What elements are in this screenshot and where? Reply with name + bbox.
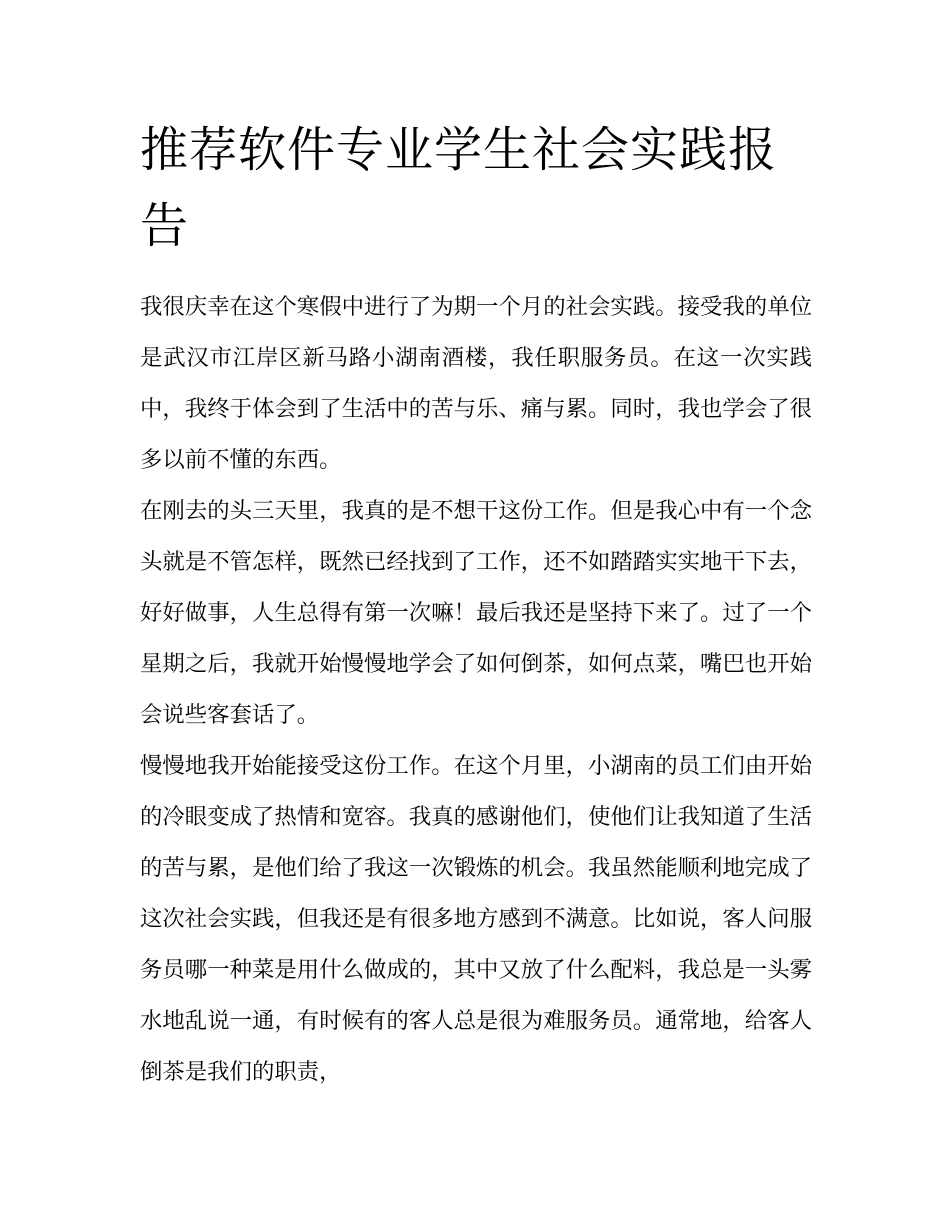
title-block: [140, 112, 812, 264]
paragraph-3: 慢慢地我开始能接受这份工作。在这个月里，小湖南的员工们由开始的冷眼变成了热情和宽容。我真的感谢他们，使他们让我知道了生活的苦与累，是他们给了我这一次锻炼的机会。我虽然能顺利地完成了这次社会实践，但我还是有很多地方感到不满意。比如说，客人问服务员哪一种菜是用什么做成的，其中又放了什么配料，我总是一头雾水地乱说一通，有时候有的客人总是很为难服务员。通常地，给客人倒茶是我们的职责，: [140, 753, 812, 1085]
document-title: 推荐软件专业学生社会实践报告: [140, 122, 778, 254]
document-body: [140, 282, 812, 1098]
paragraph-1: 我很庆幸在这个寒假中进行了为期一个月的社会实践。接受我的单位是武汉市江岸区新马路小湖南酒楼，我任职服务员。在这一次实践中，我终于体会到了生活中的苦与乐、痛与累。同时，我也学会了很多以前不懂的东西。: [140, 294, 812, 473]
document-page: [140, 112, 812, 1098]
paragraph-2: 在刚去的头三天里，我真的是不想干这份工作。但是我心中有一个念头就是不管怎样，既然已经找到了工作，还不如踏踏实实地干下去，好好做事，人生总得有第一次嘛！最后我还是坚持下来了。过了一个星期之后，我就开始慢慢地学会了如何倒茶，如何点菜，嘴巴也开始会说些客套话了。: [140, 498, 812, 728]
